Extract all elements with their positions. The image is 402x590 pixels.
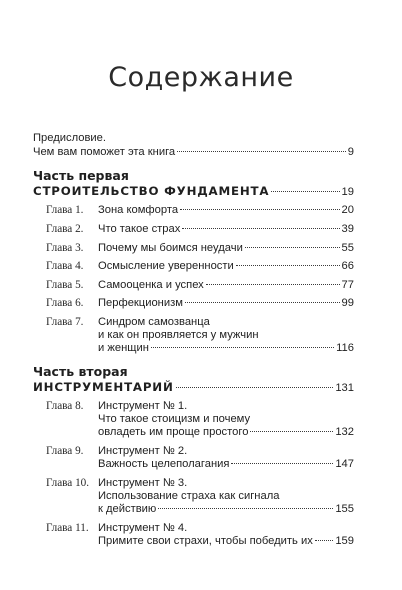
page-number: 99: [341, 297, 354, 309]
page-number: 155: [335, 503, 354, 515]
chapter-label: Глава 11.: [46, 522, 89, 534]
leader-dots: [250, 431, 333, 432]
chapter-title: Осмысление уверенности: [98, 260, 234, 272]
chapter-label: Глава 8.: [46, 400, 84, 412]
toc-entry-chapter-6[interactable]: [98, 296, 354, 310]
part-label: Часть первая: [33, 168, 129, 183]
toc-entry-chapter-1[interactable]: [98, 203, 354, 217]
leader-dots: [180, 209, 340, 210]
chapter-label: Глава 2.: [46, 223, 84, 235]
chapter-label: Глава 10.: [46, 477, 90, 489]
toc-entry-preface[interactable]: [33, 145, 354, 159]
leader-dots: [231, 463, 333, 464]
toc-entry-part2[interactable]: [33, 380, 354, 395]
leader-dots: [236, 265, 340, 266]
page-number: 39: [341, 223, 354, 235]
page-number: 77: [341, 279, 354, 291]
chapter-title-line: Использование страха как сигнала: [98, 490, 280, 502]
toc-entry-chapter-7[interactable]: [98, 341, 354, 355]
chapter-title: Примите свои страхи, чтобы победить их: [98, 535, 313, 547]
chapter-label: Глава 6.: [46, 297, 84, 309]
page-number: 66: [341, 260, 354, 272]
page-number: 19: [341, 186, 354, 198]
preface-line1: Предисловие.: [33, 132, 107, 144]
chapter-label: Глава 1.: [46, 204, 84, 216]
chapter-label: Глава 9.: [46, 445, 84, 457]
page-number: 132: [335, 426, 354, 438]
leader-dots: [158, 508, 333, 509]
page-number: 116: [336, 342, 354, 354]
chapter-title: овладеть им проще простого: [98, 426, 249, 438]
toc-entry-chapter-8[interactable]: [98, 425, 354, 439]
part-title: ИНСТРУМЕНТАРИЙ: [33, 380, 174, 394]
page-number: 147: [335, 458, 354, 470]
part-label: Часть вторая: [33, 364, 128, 379]
leader-dots: [245, 247, 340, 248]
chapter-title-line: Инструмент № 3.: [98, 477, 188, 489]
preface-title: Чем вам поможет эта книга: [33, 146, 176, 158]
chapter-title: Что такое страх: [98, 223, 181, 235]
chapter-title: Перфекционизм: [98, 297, 183, 309]
chapter-title: Самооценка и успех: [98, 279, 204, 291]
chapter-label: Глава 4.: [46, 260, 84, 272]
page-number: 131: [335, 382, 354, 394]
chapter-title-line: и как он проявляется у мужчин: [98, 329, 259, 341]
chapter-title: Почему мы боимся неудачи: [98, 242, 243, 254]
leader-dots: [177, 151, 346, 152]
part-title: СТРОИТЕЛЬСТВО ФУНДАМЕНТА: [33, 184, 270, 198]
toc-entry-chapter-10[interactable]: [98, 502, 354, 516]
chapter-title-line: Синдром самозванца: [98, 316, 210, 328]
chapter-title: Важность целеполагания: [98, 458, 230, 470]
chapter-label: Глава 3.: [46, 242, 84, 254]
toc-entry-part1[interactable]: [33, 184, 354, 199]
chapter-label: Глава 7.: [46, 316, 84, 328]
toc-entry-chapter-4[interactable]: [98, 259, 354, 273]
leader-dots: [176, 387, 334, 388]
leader-dots: [271, 191, 339, 192]
chapter-title-line: Что такое стоицизм и почему: [98, 413, 251, 425]
chapter-label: Глава 5.: [46, 279, 84, 291]
chapter-title: к действию: [98, 503, 157, 515]
leader-dots: [206, 284, 340, 285]
chapter-title-line: Инструмент № 4.: [98, 522, 188, 534]
page-number: 9: [347, 146, 354, 158]
chapter-title-line: Инструмент № 1.: [98, 400, 188, 412]
toc-entry-chapter-3[interactable]: [98, 241, 354, 255]
chapter-title-line: Инструмент № 2.: [98, 445, 188, 457]
leader-dots: [315, 540, 334, 541]
page-number: 159: [335, 535, 354, 547]
chapter-title: Зона комфорта: [98, 204, 179, 216]
chapter-title: и женщин: [98, 342, 149, 354]
toc-entry-chapter-9[interactable]: [98, 457, 354, 471]
toc-entry-chapter-11[interactable]: [98, 534, 354, 548]
leader-dots: [182, 228, 339, 229]
leader-dots: [185, 302, 340, 303]
page-number: 55: [341, 242, 354, 254]
page-number: 20: [341, 204, 354, 216]
leader-dots: [151, 347, 334, 348]
toc-entry-chapter-2[interactable]: [98, 222, 354, 236]
toc-entry-chapter-5[interactable]: [98, 278, 354, 292]
page-title: Содержание: [108, 62, 294, 93]
